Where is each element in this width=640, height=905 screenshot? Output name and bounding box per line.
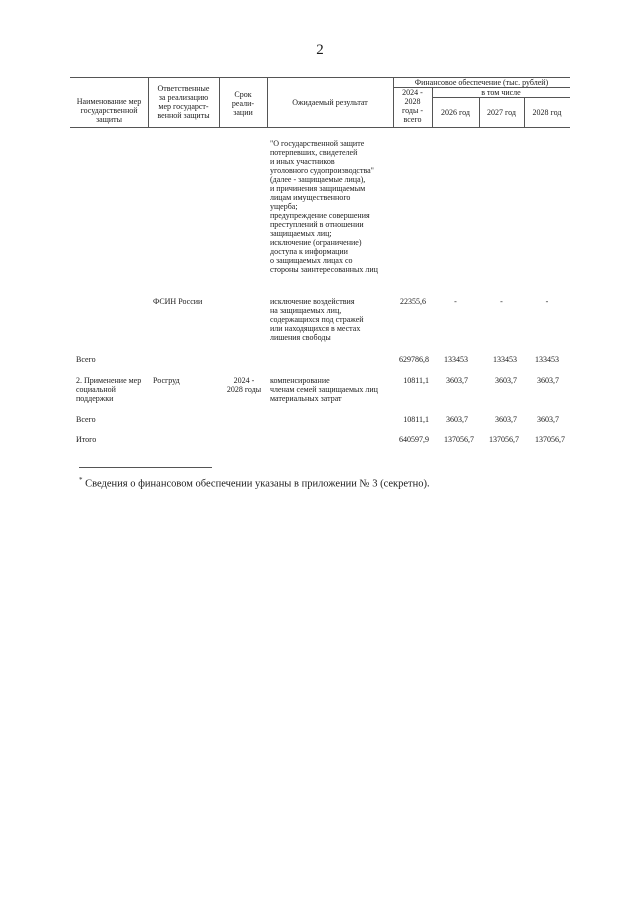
subtotal-label: Всего (76, 415, 96, 424)
footnote-marker: * (79, 476, 83, 484)
header-including: в том числе (481, 88, 521, 97)
subtotal-2027: 133453 (493, 355, 517, 364)
header-bottom-rule (70, 127, 570, 128)
social-2027: 3603,7 (495, 376, 517, 385)
header-total: 2024 - 2028 годы - всего (402, 88, 423, 124)
fsin-2028: - (545, 297, 549, 306)
subtotal-total: 629786,8 (399, 355, 429, 364)
social-responsible: Росгруд (153, 376, 180, 385)
subtotal-2027: 3603,7 (495, 415, 517, 424)
social-term: 2024 - 2028 годы (226, 376, 262, 394)
subtotal-total: 10811,1 (403, 415, 429, 424)
footnote-separator (79, 467, 212, 468)
fsin-responsible: ФСИН России (153, 297, 203, 306)
grand-total-2028: 137056,7 (535, 435, 565, 444)
subtotal-label: Всего (76, 355, 96, 364)
subtotal-2028: 133453 (535, 355, 559, 364)
grand-total-2027: 137056,7 (489, 435, 519, 444)
subtotal-2026: 133453 (444, 355, 468, 364)
fsin-total: 22355,6 (400, 297, 426, 306)
footnote-text: Сведения о финансовом обеспечении указаны в приложении № 3 (секретно). (82, 478, 430, 490)
grand-total-2026: 137056,7 (444, 435, 474, 444)
subtotal-2028: 3603,7 (537, 415, 559, 424)
social-total: 10811,1 (403, 376, 429, 385)
subtotal-2026: 3603,7 (446, 415, 468, 424)
header-financing: Финансовое обеспечение (тыс. рублей) (414, 78, 549, 87)
header-measures: Наименование мер государственной защиты (76, 97, 142, 124)
continued-result-text: "О государственной защите потерпевших, свидетелей и иных участников уголовного судопроизводства" (далее - защищаемые лица), и причинения защищаемым лицам имущественного ущерба; предупреждение совершения преступлений в отношении защищаемых лиц; исключение (ограничение) доступа к информации о защищаемых лицах со стороны заинтересованных лиц (270, 139, 378, 274)
social-result: компенсирование членам семей защищаемых лиц материальных затрат (270, 376, 378, 403)
header-result: Ожидаемый результат (292, 98, 368, 107)
including-subrule (432, 97, 570, 98)
footnote (79, 476, 430, 490)
social-measure: 2. Применение мер социальной поддержки (76, 376, 142, 403)
header-2027: 2027 год (487, 108, 516, 117)
social-2026: 3603,7 (446, 376, 468, 385)
fsin-2027: - (500, 297, 503, 306)
grand-total-label: Итого (76, 435, 97, 444)
header-term: Срок реали- зации (231, 90, 255, 117)
grand-total-value: 640597,9 (399, 435, 429, 444)
fsin-result: исключение воздействия на защищаемых лиц, содержащихся под стражей или находящихся в местах лишения свободы (270, 297, 364, 342)
social-2028: 3603,7 (537, 376, 559, 385)
header-2028: 2028 год (532, 108, 562, 117)
fsin-2026: - (454, 297, 457, 306)
header-responsible: Ответственные за реализацию мер государст- венной защиты (157, 84, 210, 120)
header-2026: 2026 год (441, 108, 470, 117)
page-number: 2 (316, 42, 324, 58)
